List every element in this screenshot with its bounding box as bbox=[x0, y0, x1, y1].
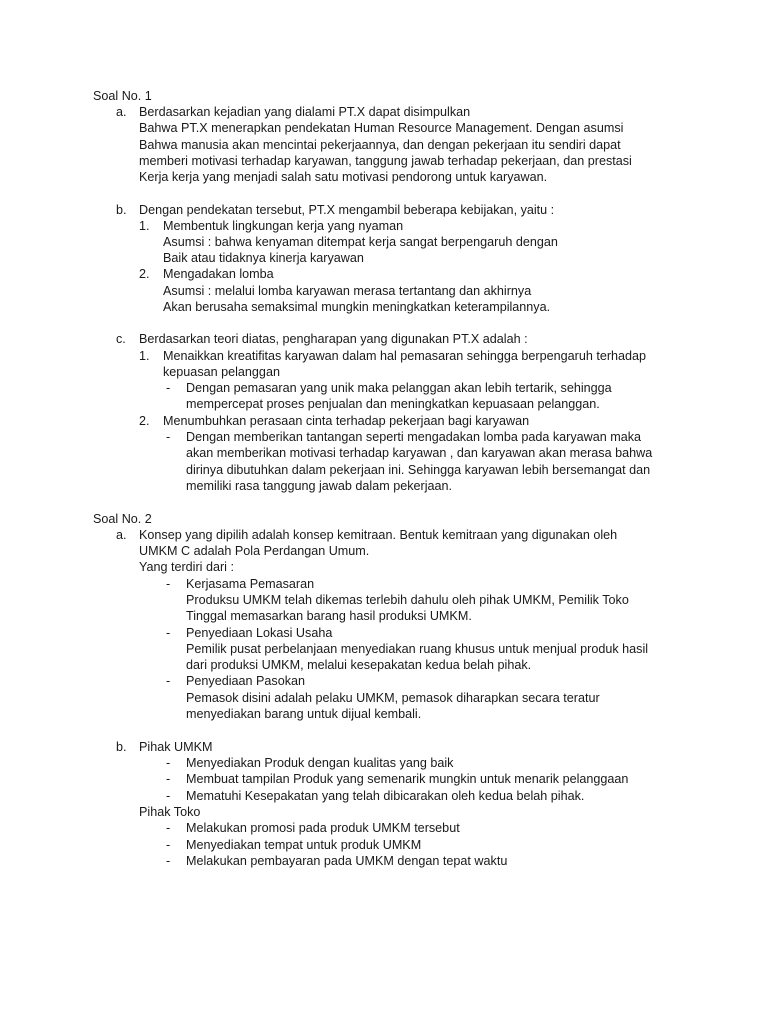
soal1-c-bullet-line: Dengan memberikan tantangan seperti mengadakan lomba pada karyawan maka bbox=[186, 430, 642, 444]
soal1-b-item-line: Asumsi : melalui lomba karyawan merasa tertantang dan akhirnya bbox=[163, 284, 532, 298]
soal2-a-item-line: dari produksi UMKM, melalui kesepakatan kedua belah pihak. bbox=[186, 658, 532, 672]
soal2-a-item-marker: - bbox=[166, 626, 171, 640]
soal2-a-line: Yang terdiri dari : bbox=[139, 560, 234, 574]
soal1-a-marker: a. bbox=[116, 105, 127, 119]
soal2-a-item-title: Penyediaan Lokasi Usaha bbox=[186, 626, 333, 640]
soal1-c-item-title: kepuasan pelanggan bbox=[163, 365, 280, 379]
soal1-b-item-line: Baik atau tidaknya kinerja karyawan bbox=[163, 251, 364, 265]
soal1-c-bullet-line: mempercepat proses penjualan dan meningkatkan kepuasaan pelanggan. bbox=[186, 397, 600, 411]
soal2-b-bullet-item: Melakukan promosi pada produk UMKM tersebut bbox=[186, 821, 460, 835]
soal1-b-item-marker: 1. bbox=[139, 219, 150, 233]
soal2-b-marker: b. bbox=[116, 740, 127, 754]
soal2-b-bullet-item: Melakukan pembayaran pada UMKM dengan tepat waktu bbox=[186, 854, 508, 868]
soal1-c-item-marker: 1. bbox=[139, 349, 150, 363]
soal2-a-item-line: Pemasok disini adalah pelaku UMKM, pemasok diharapkan secara teratur bbox=[186, 691, 600, 705]
soal2-b-bullet-marker: - bbox=[166, 789, 171, 803]
soal1-a-line: Kerja kerja yang menjadi salah satu motivasi pendorong untuk karyawan. bbox=[139, 170, 548, 184]
soal2-b-group-title: Pihak UMKM bbox=[139, 740, 213, 754]
soal2-a-item-line: Pemilik pusat perbelanjaan menyediakan ruang khusus untuk menjual produk hasil bbox=[186, 642, 649, 656]
soal1-a-line: Berdasarkan kejadian yang dialami PT.X dapat disimpulkan bbox=[139, 105, 471, 119]
soal1-c-bullet-marker: - bbox=[166, 381, 171, 395]
soal2-b-bullet-item: Menyediakan tempat untuk produk UMKM bbox=[186, 838, 422, 852]
soal2-b-bullet-item: Membuat tampilan Produk yang semenarik mungkin untuk menarik pelanggaan bbox=[186, 772, 629, 786]
soal1-b-item-line: Asumsi : bahwa kenyaman ditempat kerja sangat berpengaruh dengan bbox=[163, 235, 558, 249]
soal2-b-bullet-item: Menyediakan Produk dengan kualitas yang baik bbox=[186, 756, 454, 770]
soal2-b-bullet-marker: - bbox=[166, 821, 171, 835]
soal2-a-item-line: Produksu UMKM telah dikemas terlebih dahulu oleh pihak UMKM, Pemilik Toko bbox=[186, 593, 629, 607]
soal2-a-item-line: menyediakan barang untuk dijual kembali. bbox=[186, 707, 422, 721]
soal1-c-bullet-line: dirinya dibutuhkan dalam pekerjaan ini. Sehingga karyawan lebih bersemangat dan bbox=[186, 463, 651, 477]
soal1-b-intro: Dengan pendekatan tersebut, PT.X mengambil beberapa kebijakan, yaitu : bbox=[139, 203, 555, 217]
soal2-a-item-line: Tinggal memasarkan barang hasil produksi UMKM. bbox=[186, 609, 472, 623]
soal1-c-marker: c. bbox=[116, 332, 126, 346]
soal2-b-bullet-marker: - bbox=[166, 772, 171, 786]
soal1-b-item-title: Membentuk lingkungan kerja yang nyaman bbox=[163, 219, 404, 233]
soal2-a-line: Konsep yang dipilih adalah konsep kemitraan. Bentuk kemitraan yang digunakan oleh bbox=[139, 528, 618, 542]
soal1-heading: Soal No. 1 bbox=[93, 89, 152, 103]
soal1-b-item-marker: 2. bbox=[139, 267, 150, 281]
soal2-b-group-title: Pihak Toko bbox=[139, 805, 201, 819]
soal1-a-line: Bahwa PT.X menerapkan pendekatan Human Resource Management. Dengan asumsi bbox=[139, 121, 624, 135]
soal1-c-item-marker: 2. bbox=[139, 414, 150, 428]
soal2-a-item-marker: - bbox=[166, 674, 171, 688]
soal2-b-bullet-marker: - bbox=[166, 854, 171, 868]
soal2-a-item-marker: - bbox=[166, 577, 171, 591]
soal1-a-line: memberi motivasi terhadap karyawan, tanggung jawab terhadap pekerjaan, dan prestasi bbox=[139, 154, 632, 168]
soal1-c-item-title: Menaikkan kreatifitas karyawan dalam hal pemasaran sehingga berpengaruh terhadap bbox=[163, 349, 647, 363]
soal2-a-item-title: Penyediaan Pasokan bbox=[186, 674, 306, 688]
soal1-b-item-line: Akan berusaha semaksimal mungkin meningkatkan keterampilannya. bbox=[163, 300, 551, 314]
soal1-b-marker: b. bbox=[116, 203, 127, 217]
soal1-c-bullet-marker: - bbox=[166, 430, 171, 444]
soal1-c-bullet-line: memiliki rasa tanggung jawab dalam pekerjaan. bbox=[186, 479, 453, 493]
soal2-b-bullet-marker: - bbox=[166, 756, 171, 770]
soal1-c-bullet-line: akan memberikan motivasi terhadap karyawan , dan karyawan akan merasa bahwa bbox=[186, 446, 653, 460]
soal2-b-bullet-marker: - bbox=[166, 838, 171, 852]
soal2-a-marker: a. bbox=[116, 528, 127, 542]
soal2-a-line: UMKM C adalah Pola Perdangan Umum. bbox=[139, 544, 370, 558]
soal1-a-line: Bahwa manusia akan mencintai pekerjaannya, dan dengan pekerjaan itu sendiri dapat bbox=[139, 138, 621, 152]
soal1-b-item-title: Mengadakan lomba bbox=[163, 267, 274, 281]
soal1-c-item-title: Menumbuhkan perasaan cinta terhadap pekerjaan bagi karyawan bbox=[163, 414, 530, 428]
soal2-a-item-title: Kerjasama Pemasaran bbox=[186, 577, 315, 591]
soal2-heading: Soal No. 2 bbox=[93, 512, 152, 526]
soal2-b-bullet-item: Mematuhi Kesepakatan yang telah dibicarakan oleh kedua belah pihak. bbox=[186, 789, 585, 803]
soal1-c-intro: Berdasarkan teori diatas, pengharapan yang digunakan PT.X adalah : bbox=[139, 332, 528, 346]
soal1-c-bullet-line: Dengan pemasaran yang unik maka pelanggan akan lebih tertarik, sehingga bbox=[186, 381, 612, 395]
